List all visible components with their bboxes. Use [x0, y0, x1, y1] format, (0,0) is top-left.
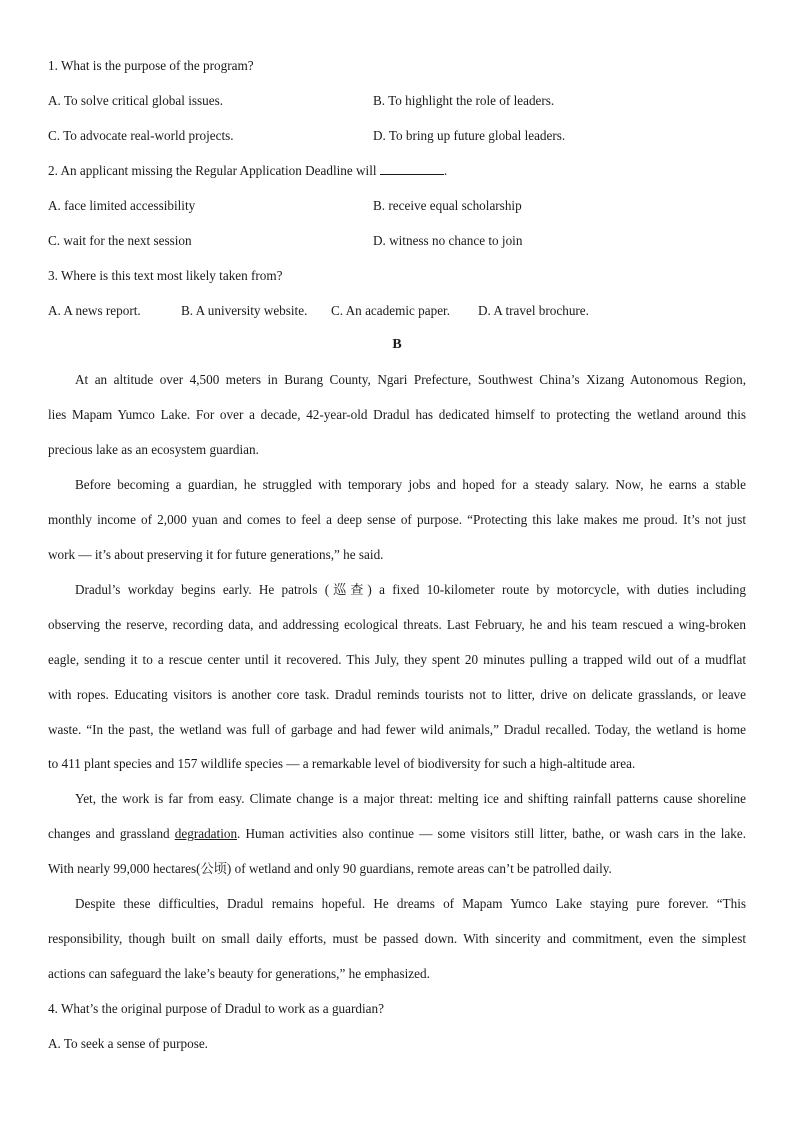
paragraph-4-line-2-end: . Human activities also continue — some visitors still litter, bathe, or wash cars in the lake.	[237, 826, 747, 841]
question-1-options-row-1	[48, 91, 746, 111]
option-3d: D. A travel brochure.	[478, 303, 589, 318]
option-2c: C. wait for the next session	[48, 233, 192, 248]
option-2b: B. receive equal scholarship	[373, 198, 522, 213]
paragraph-2-line-1: Before becoming a guardian, he struggled with temporary jobs and hoped for a steady salary. Now, he earns a stable	[75, 477, 746, 492]
question-1-options-row-2	[48, 126, 746, 146]
question-2-text: 2. An applicant missing the Regular Application Deadline will	[48, 163, 377, 178]
question-2-options-row-2	[48, 231, 746, 251]
paragraph-2-line-2: monthly income of 2,000 yuan and comes to feel a deep sense of purpose. “Protecting this lake makes me proud. It’s not just	[48, 512, 746, 527]
option-4a: A. To seek a sense of purpose.	[48, 1036, 208, 1051]
question-2-end: .	[443, 163, 448, 178]
paragraph-5-line-3: actions can safeguard the lake’s beauty for generations,” he emphasized.	[48, 966, 430, 981]
paragraph-5-line-1: Despite these difficulties, Dradul remains hopeful. He dreams of Mapam Yumco Lake staying pure forever. “This	[75, 896, 746, 911]
option-3b: B. A university website.	[181, 303, 308, 318]
answer-blank	[380, 161, 444, 175]
question-1: 1. What is the purpose of the program?	[48, 58, 254, 73]
question-3-options-row	[48, 301, 746, 321]
question-4: 4. What’s the original purpose of Dradul to work as a guardian?	[48, 1001, 384, 1016]
paragraph-4-line-2	[48, 824, 746, 844]
question-2-options-row-1	[48, 196, 746, 216]
underlined-word: degradation	[174, 826, 238, 841]
paragraph-1-line-1: At an altitude over 4,500 meters in Burang County, Ngari Prefecture, Southwest China’s Xizang Autonomous Region,	[75, 372, 746, 387]
question-3: 3. Where is this text most likely taken from?	[48, 268, 283, 283]
paragraph-3-line-2: observing the reserve, recording data, and addressing ecological threats. Last February, he and his team rescued a wing-broken	[48, 617, 746, 632]
option-1b: B. To highlight the role of leaders.	[373, 93, 555, 108]
paragraph-3-line-1: Dradul’s workday begins early. He patrols (巡查) a fixed 10-kilometer route by motorcycle, with duties including	[75, 582, 746, 597]
option-2a: A. face limited accessibility	[48, 198, 196, 213]
paragraph-3-line-5: waste. “In the past, the wetland was full of garbage and had fewer wild animals,” Dradul recalled. Today, the wetland is home	[48, 722, 746, 737]
paragraph-4-line-1: Yet, the work is far from easy. Climate change is a major threat: melting ice and shifting rainfall patterns cause shoreline	[75, 791, 746, 806]
paragraph-3-line-3: eagle, sending it to a rescue center until it recovered. This July, they spent 20 minutes pulling a trapped wild out of a mudflat	[48, 652, 746, 667]
paragraph-3-line-4: with ropes. Educating visitors is another core task. Dradul reminds tourists not to litter, drive on delicate grasslands, or leave	[48, 687, 746, 702]
option-2d: D. witness no chance to join	[373, 233, 523, 248]
paragraph-4-line-3: With nearly 99,000 hectares(公顷) of wetland and only 90 guardians, remote areas can’t be patrolled daily.	[48, 861, 612, 876]
question-2	[48, 161, 447, 181]
option-1d: D. To bring up future global leaders.	[373, 128, 566, 143]
paragraph-2-line-3: work — it’s about preserving it for future generations,” he said.	[48, 547, 384, 562]
option-3a: A. A news report.	[48, 303, 141, 318]
section-heading: B	[392, 337, 402, 352]
option-1c: C. To advocate real-world projects.	[48, 128, 234, 143]
paragraph-4-line-2-start: changes and grassland	[48, 826, 170, 841]
option-3c: C. An academic paper.	[331, 303, 451, 318]
paragraph-1-line-2: lies Mapam Yumco Lake. For over a decade, 42-year-old Dradul has dedicated himself to protecting the wetland around this	[48, 407, 746, 422]
paragraph-3-line-6: to 411 plant species and 157 wildlife species — a remarkable level of biodiversity for such a high-altitude area.	[48, 756, 636, 771]
paragraph-1-line-3: precious lake as an ecosystem guardian.	[48, 442, 259, 457]
option-1a: A. To solve critical global issues.	[48, 93, 224, 108]
paragraph-5-line-2: responsibility, though built on small daily efforts, must be passed down. With sincerity and commitment, even the simplest	[48, 931, 746, 946]
